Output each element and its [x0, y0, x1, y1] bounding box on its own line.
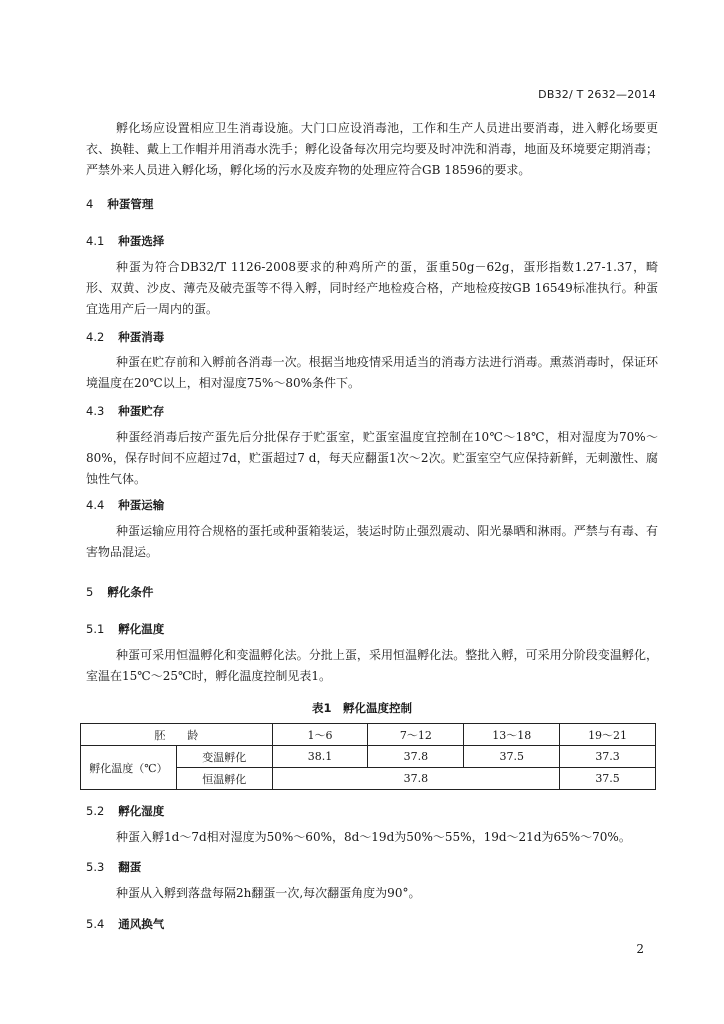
section-number: 5.3: [86, 860, 105, 874]
section-4-heading: [86, 196, 153, 212]
table-cell: 37.5: [464, 746, 560, 768]
table-header-cell: 7～12: [368, 724, 464, 746]
table-caption: 表1 孵化温度控制: [311, 701, 412, 715]
section-4-1-paragraph: 种蛋为符合DB32/T 1126-2008要求的种鸡所产的蛋，蛋重50g－62g，蛋形指数1.27-1.37，畸形、双黄、沙皮、薄壳及破壳蛋等不得入孵，同时经产地检疫合格，产地检疫按GB 16549标准执行。种蛋宜选用产后一周内的蛋。: [86, 260, 658, 316]
section-title: 翻蛋: [118, 860, 142, 874]
section-title: 孵化温度: [118, 622, 165, 636]
section-4-4-heading: [86, 497, 164, 513]
section-5-2-paragraph: 种蛋入孵1d～7d相对湿度为50%～60%，8d～19d为50%～55%，19d～21d为65%～70%。: [116, 830, 631, 844]
table-cell: 37.8: [272, 768, 559, 790]
table-row: [81, 724, 656, 746]
section-5-2-heading: [86, 803, 164, 819]
table-row: [81, 746, 656, 768]
section-title: 种蛋运输: [118, 498, 165, 512]
table-cell: 37.3: [560, 746, 656, 768]
document-id: DB32/ T 2632—2014: [538, 88, 656, 101]
section-number: 5.2: [86, 804, 105, 818]
section-5-1-heading: [86, 621, 164, 637]
table-header-cell: 胚 龄: [81, 724, 273, 746]
table-header-cell: 13～18: [464, 724, 560, 746]
section-number: 4.4: [86, 498, 105, 512]
table-cell: 37.5: [560, 768, 656, 790]
section-4-2-paragraph: 种蛋在贮存前和入孵前各消毒一次。根据当地疫情采用适当的消毒方法进行消毒。熏蒸消毒时，保证环境温度在20℃以上，相对湿度75%～80%条件下。: [86, 355, 658, 390]
section-number: 5: [86, 585, 94, 599]
page-number: 2: [636, 942, 644, 956]
section-number: 4: [86, 197, 94, 211]
section-title: 种蛋选择: [118, 234, 165, 248]
section-title: 孵化条件: [107, 585, 154, 599]
table-header-cell: 1～6: [272, 724, 368, 746]
section-number: 5.1: [86, 622, 105, 636]
section-5-4-heading: [86, 916, 164, 932]
section-4-2-heading: [86, 329, 164, 345]
table-cell: 38.1: [272, 746, 368, 768]
table-row-label: 恒温孵化: [176, 768, 272, 790]
section-title: 孵化湿度: [118, 804, 165, 818]
section-4-3-heading: [86, 403, 164, 419]
section-4-4-paragraph: 种蛋运输应用符合规格的蛋托或种蛋箱装运，装运时防止强烈震动、阳光暴晒和淋雨。严禁与有毒、有害物品混运。: [86, 524, 658, 559]
section-title: 种蛋消毒: [118, 330, 165, 344]
incubation-temperature-table: [80, 723, 656, 790]
section-number: 4.3: [86, 404, 105, 418]
section-title: 种蛋管理: [107, 197, 154, 211]
section-4-3-paragraph: 种蛋经消毒后按产蛋先后分批保存于贮蛋室，贮蛋室温度宜控制在10℃～18℃，相对湿度为70%～80%，保存时间不应超过7d，贮蛋超过7 d，每天应翻蛋1次～2次。贮蛋室空气应保持新鲜，无刺激性、腐蚀性气体。: [86, 430, 658, 486]
section-5-3-heading: [86, 859, 141, 875]
table-row-group-label: 孵化温度（℃）: [81, 746, 177, 790]
section-number: 5.4: [86, 917, 105, 931]
section-number: 4.1: [86, 234, 105, 248]
section-title: 通风换气: [118, 917, 165, 931]
section-5-3-paragraph: 种蛋从入孵到落盘每隔2h翻蛋一次,每次翻蛋角度为90°。: [116, 886, 421, 900]
intro-paragraph: 孵化场应设置相应卫生消毒设施。大门口应设消毒池，工作和生产人员进出要消毒，进入孵化场要更衣、换鞋、戴上工作帽并用消毒水洗手；孵化设备每次用完均要及时冲洗和消毒，地面及环境要定期消毒；严禁外来人员进入孵化场，孵化场的污水及废弃物的处理应符合GB 18596的要求。: [86, 121, 658, 177]
table-cell: 37.8: [368, 746, 464, 768]
section-5-heading: [86, 584, 153, 600]
section-title: 种蛋贮存: [118, 404, 165, 418]
section-5-1-paragraph: 种蛋可采用恒温孵化和变温孵化法。分批上蛋，采用恒温孵化法。整批入孵，可采用分阶段变温孵化，室温在15℃～25℃时，孵化温度控制见表1。: [86, 648, 658, 683]
table-header-cell: 19～21: [560, 724, 656, 746]
section-4-1-heading: [86, 233, 164, 249]
table-row-label: 变温孵化: [176, 746, 272, 768]
section-number: 4.2: [86, 330, 105, 344]
